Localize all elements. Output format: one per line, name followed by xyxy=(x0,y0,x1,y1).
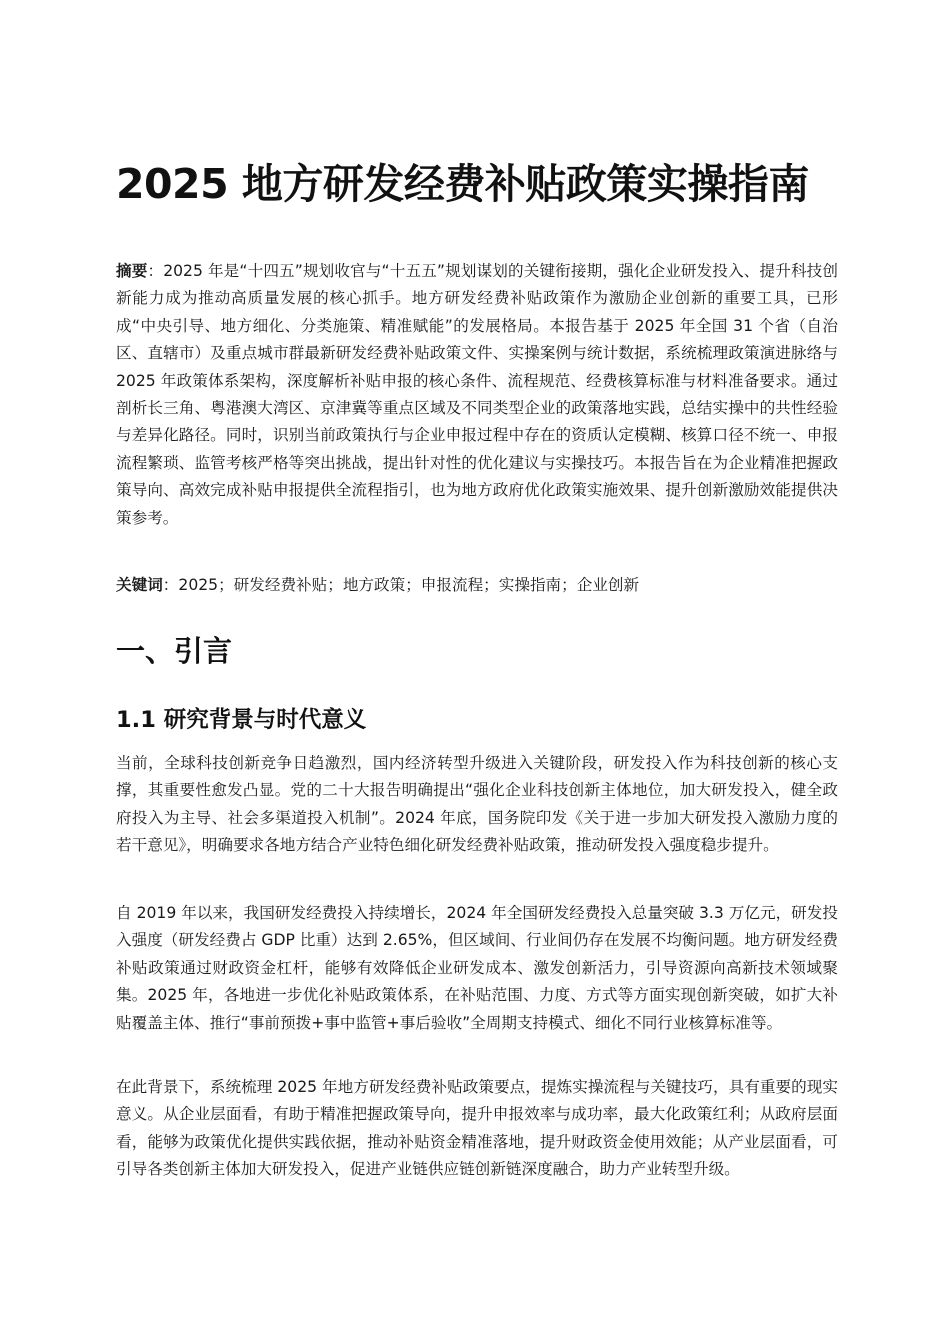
abstract-separator: ： xyxy=(147,262,164,280)
document-title: 2025 地方研发经费补贴政策实操指南 xyxy=(116,160,809,208)
keywords-text: 2025；研发经费补贴；地方政策；申报流程；实操指南；企业创新 xyxy=(178,576,640,594)
body-paragraph: 自 2019 年以来，我国研发经费投入持续增长，2024 年全国研发经费投入总量突破 3.3 万亿元，研发投入强度（研发经费占 GDP 比重）达到 2.65%，但区域间、行业间仍存在发展不均衡问题。地方研发经费补贴政策通过财政资金杠杆，能够有效降低企业研发成本、激发创新活力，引导资源向高新技术领域聚集。2025 年，各地进一步优化补贴政策体系，在补贴范围、力度、方式等方面实现创新突破，如扩大补贴覆盖主体、推行“事前预拨+事中监管+事后验收”全周期支持模式、细化不同行业核算标准等。 xyxy=(116,904,838,1032)
keywords-separator: ： xyxy=(162,576,179,594)
keywords-label: 关键词 xyxy=(116,576,163,594)
subsection-heading-background: 1.1 研究背景与时代意义 xyxy=(116,707,367,733)
abstract-label: 摘要 xyxy=(116,262,148,280)
abstract xyxy=(116,258,838,532)
body-paragraph: 当前，全球科技创新竞争日趋激烈，国内经济转型升级进入关键阶段，研发投入作为科技创新的核心支撑，其重要性愈发凸显。党的二十大报告明确提出“强化企业科技创新主体地位，加大研发投入，健全政府投入为主导、社会多渠道投入机制”。2024 年底，国务院印发《关于进一步加大研发投入激励力度的若干意见》，明确要求各地方结合产业特色细化研发经费补贴政策，推动研发投入强度稳步提升。 xyxy=(116,754,838,855)
keywords xyxy=(116,572,838,599)
section-heading-introduction: 一、引言 xyxy=(116,634,233,668)
body-paragraph: 在此背景下，系统梳理 2025 年地方研发经费补贴政策要点，提炼实操流程与关键技巧，具有重要的现实意义。从企业层面看，有助于精准把握政策导向，提升申报效率与成功率，最大化政策红利；从政府层面看，能够为政策优化提供实践依据，推动补贴资金精准落地，提升财政资金使用效能；从产业层面看，可引导各类创新主体加大研发投入，促进产业链供应链创新链深度融合，助力产业转型升级。 xyxy=(116,1078,838,1179)
abstract-text: 2025 年是“十四五”规划收官与“十五五”规划谋划的关键衔接期，强化企业研发投入、提升科技创新能力成为推动高质量发展的核心抓手。地方研发经费补贴政策作为激励企业创新的重要工具，已形成“中央引导、地方细化、分类施策、精准赋能”的发展格局。本报告基于 2025 年全国 31 个省（自治区、直辖市）及重点城市群最新研发经费补贴政策文件、实操案例与统计数据，系统梳理政策演进脉络与 2025 年政策体系架构，深度解析补贴申报的核心条件、流程规范、经费核算标准与材料准备要求。通过剖析长三角、粤港澳大湾区、京津冀等重点区域及不同类型企业的政策落地实践，总结实操中的共性经验与差异化路径。同时，识别当前政策执行与企业申报过程中存在的资质认定模糊、核算口径不统一、申报流程繁琐、监管考核严格等突出挑战，提出针对性的优化建议与实操技巧。本报告旨在为企业精准把握政策导向、高效完成补贴申报提供全流程指引，也为地方政府优化政策实施效果、提升创新激励效能提供决策参考。 xyxy=(116,262,838,527)
